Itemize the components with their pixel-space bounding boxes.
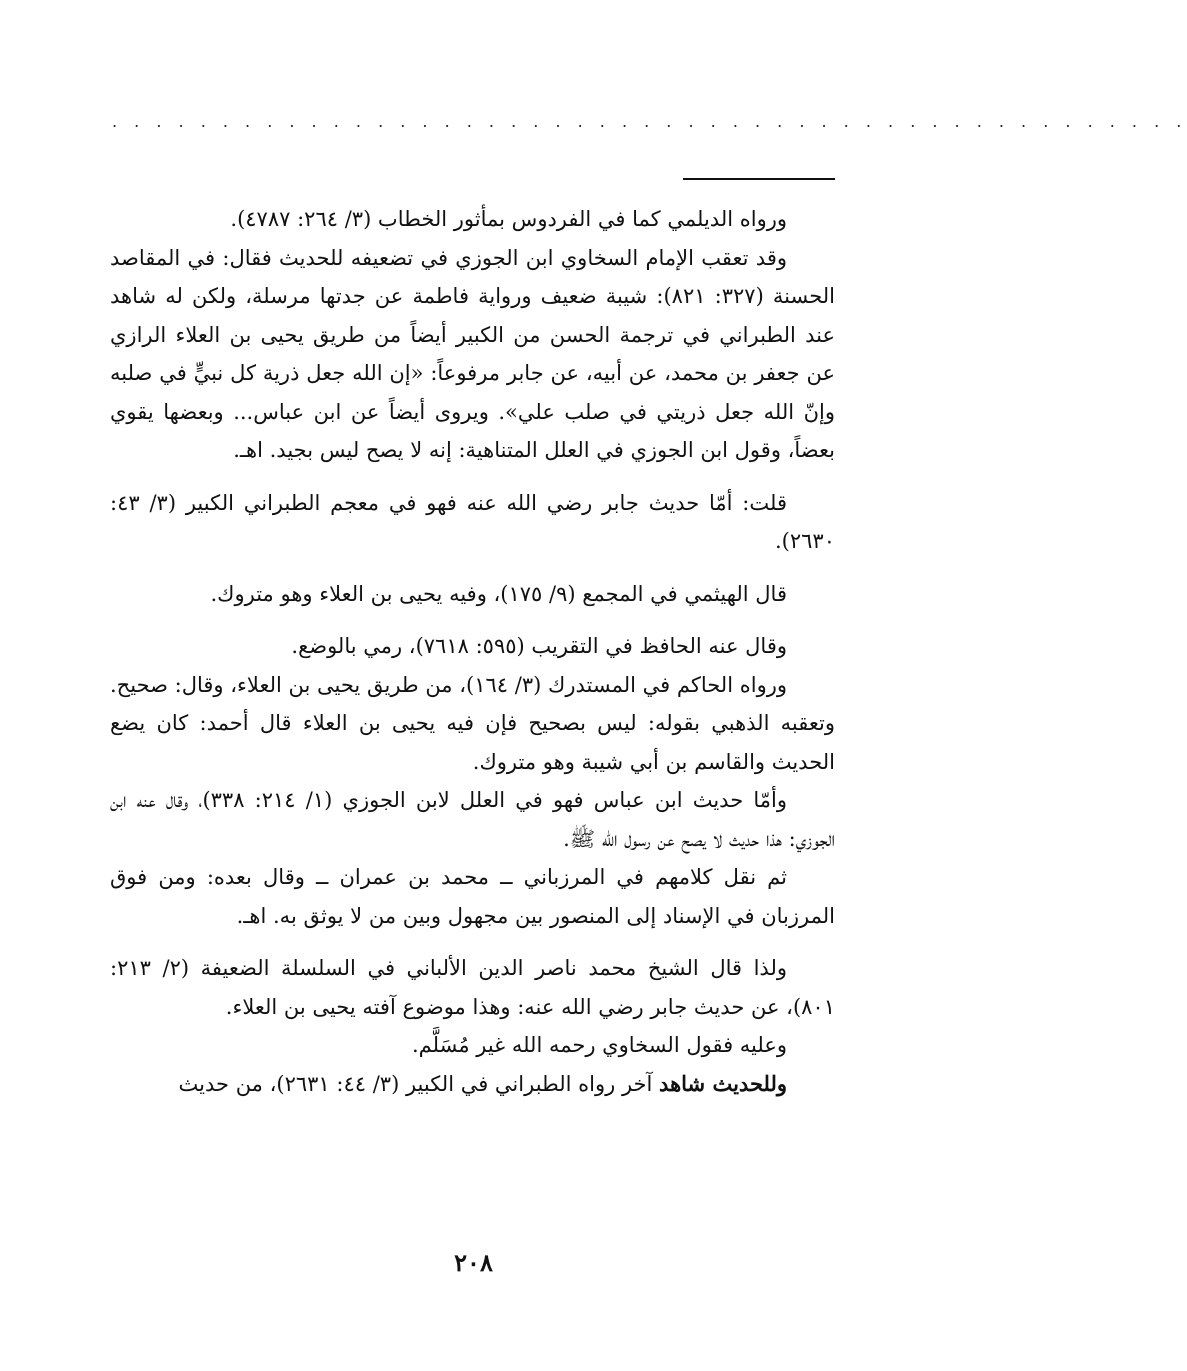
paragraph-2: وقد تعقب الإمام السخاوي ابن الجوزي في تضعيفه للحديث فقال: في المقاصد الحسنة (٣٢٧: ٨٢١): شيبة ضعيف ورواية فاطمة عن جدتها مرسلة، ولكن له شاهد عند الطبراني في ترجمة الحسن من الكبير أيضاً من طريق يحيى بن العلاء الرازي عن جعفر بن محمد، عن أبيه، عن جابر مرفوعاً: «إن الله جعل ذرية كل نبيٍّ في صلبه وإنّ الله جعل ذريتي في صلب علي». ويروى أيضاً عن ابن عباس... وبعضها يقوي بعضاً، وقول ابن الجوزي في العلل المتناهية: إنه لا يصح ليس بجيد. اهـ. xyxy=(110,245,835,462)
page-number: ٢٠٨ xyxy=(454,1248,493,1277)
footnote-dotted-separator: . . . . . . . . . . . . . . . . . . . . . . . . . . . . . . . . . . . . . . . . . . . . . . . . . xyxy=(112,112,1187,131)
paragraph-10: وعليه فقول السخاوي رحمه الله غير مُسَلَّم. xyxy=(412,1033,787,1057)
paragraph-11-text: آخر رواه الطبراني في الكبير (٣/ ٤٤: ٢٦٣١)، من حديث xyxy=(178,1071,660,1096)
paragraph-4: قال الهيثمي في المجمع (٩/ ١٧٥)، وفيه يحيى بن العلاء وهو متروك. xyxy=(210,581,787,606)
bold-lead-text: وللحديث شاهد xyxy=(659,1070,787,1096)
paragraph-9: ولذا قال الشيخ محمد ناصر الدين الألباني في السلسلة الضعيفة (٢/ ٢١٣: ٨٠١)، عن حديث جابر رضي الله عنه: وهذا موضوع آفته يحيى بن العلاء. xyxy=(110,956,835,1019)
paragraph-8: ثم نقل كلامهم في المرزباني ــ محمد بن عمران ــ وقال بعده: ومن فوق المرزبان في الإسناد إلى المنصور بين مجهول وبين من لا يوثق به. اهـ. xyxy=(110,865,835,928)
paragraph-5: وقال عنه الحافظ في التقريب (٥٩٥: ٧٦١٨)، رمي بالوضع. xyxy=(291,634,787,658)
paragraph-1: ورواه الديلمي كما في الفردوس بمأثور الخطاب (٣/ ٢٦٤: ٤٧٨٧). xyxy=(230,207,787,231)
paragraph-3: قلت: أمّا حديث جابر رضي الله عنه فهو في معجم الطبراني الكبير (٣/ ٤٣: ٢٦٣٠). xyxy=(110,490,835,553)
footnote-rule xyxy=(683,178,835,180)
paragraph-11 xyxy=(110,1065,835,1104)
paragraph-7: وأمّا حديث ابن عباس فهو في العلل لابن الجوزي (١/ ٢١٤: ٣٣٨)، وقال عنه ابن الجوزي: هذا حديث لا يصح عن رسول الله ﷺ. xyxy=(110,788,835,851)
page-body xyxy=(110,200,835,1103)
paragraph-6: ورواه الحاكم في المستدرك (٣/ ١٦٤)، من طريق يحيى بن العلاء، وقال: صحيح. وتعقبه الذهبي بقوله: ليس بصحيح فإن فيه يحيى بن العلاء قال أحمد: كان يضع الحديث والقاسم بن أبي شيبة وهو متروك. xyxy=(110,672,835,774)
